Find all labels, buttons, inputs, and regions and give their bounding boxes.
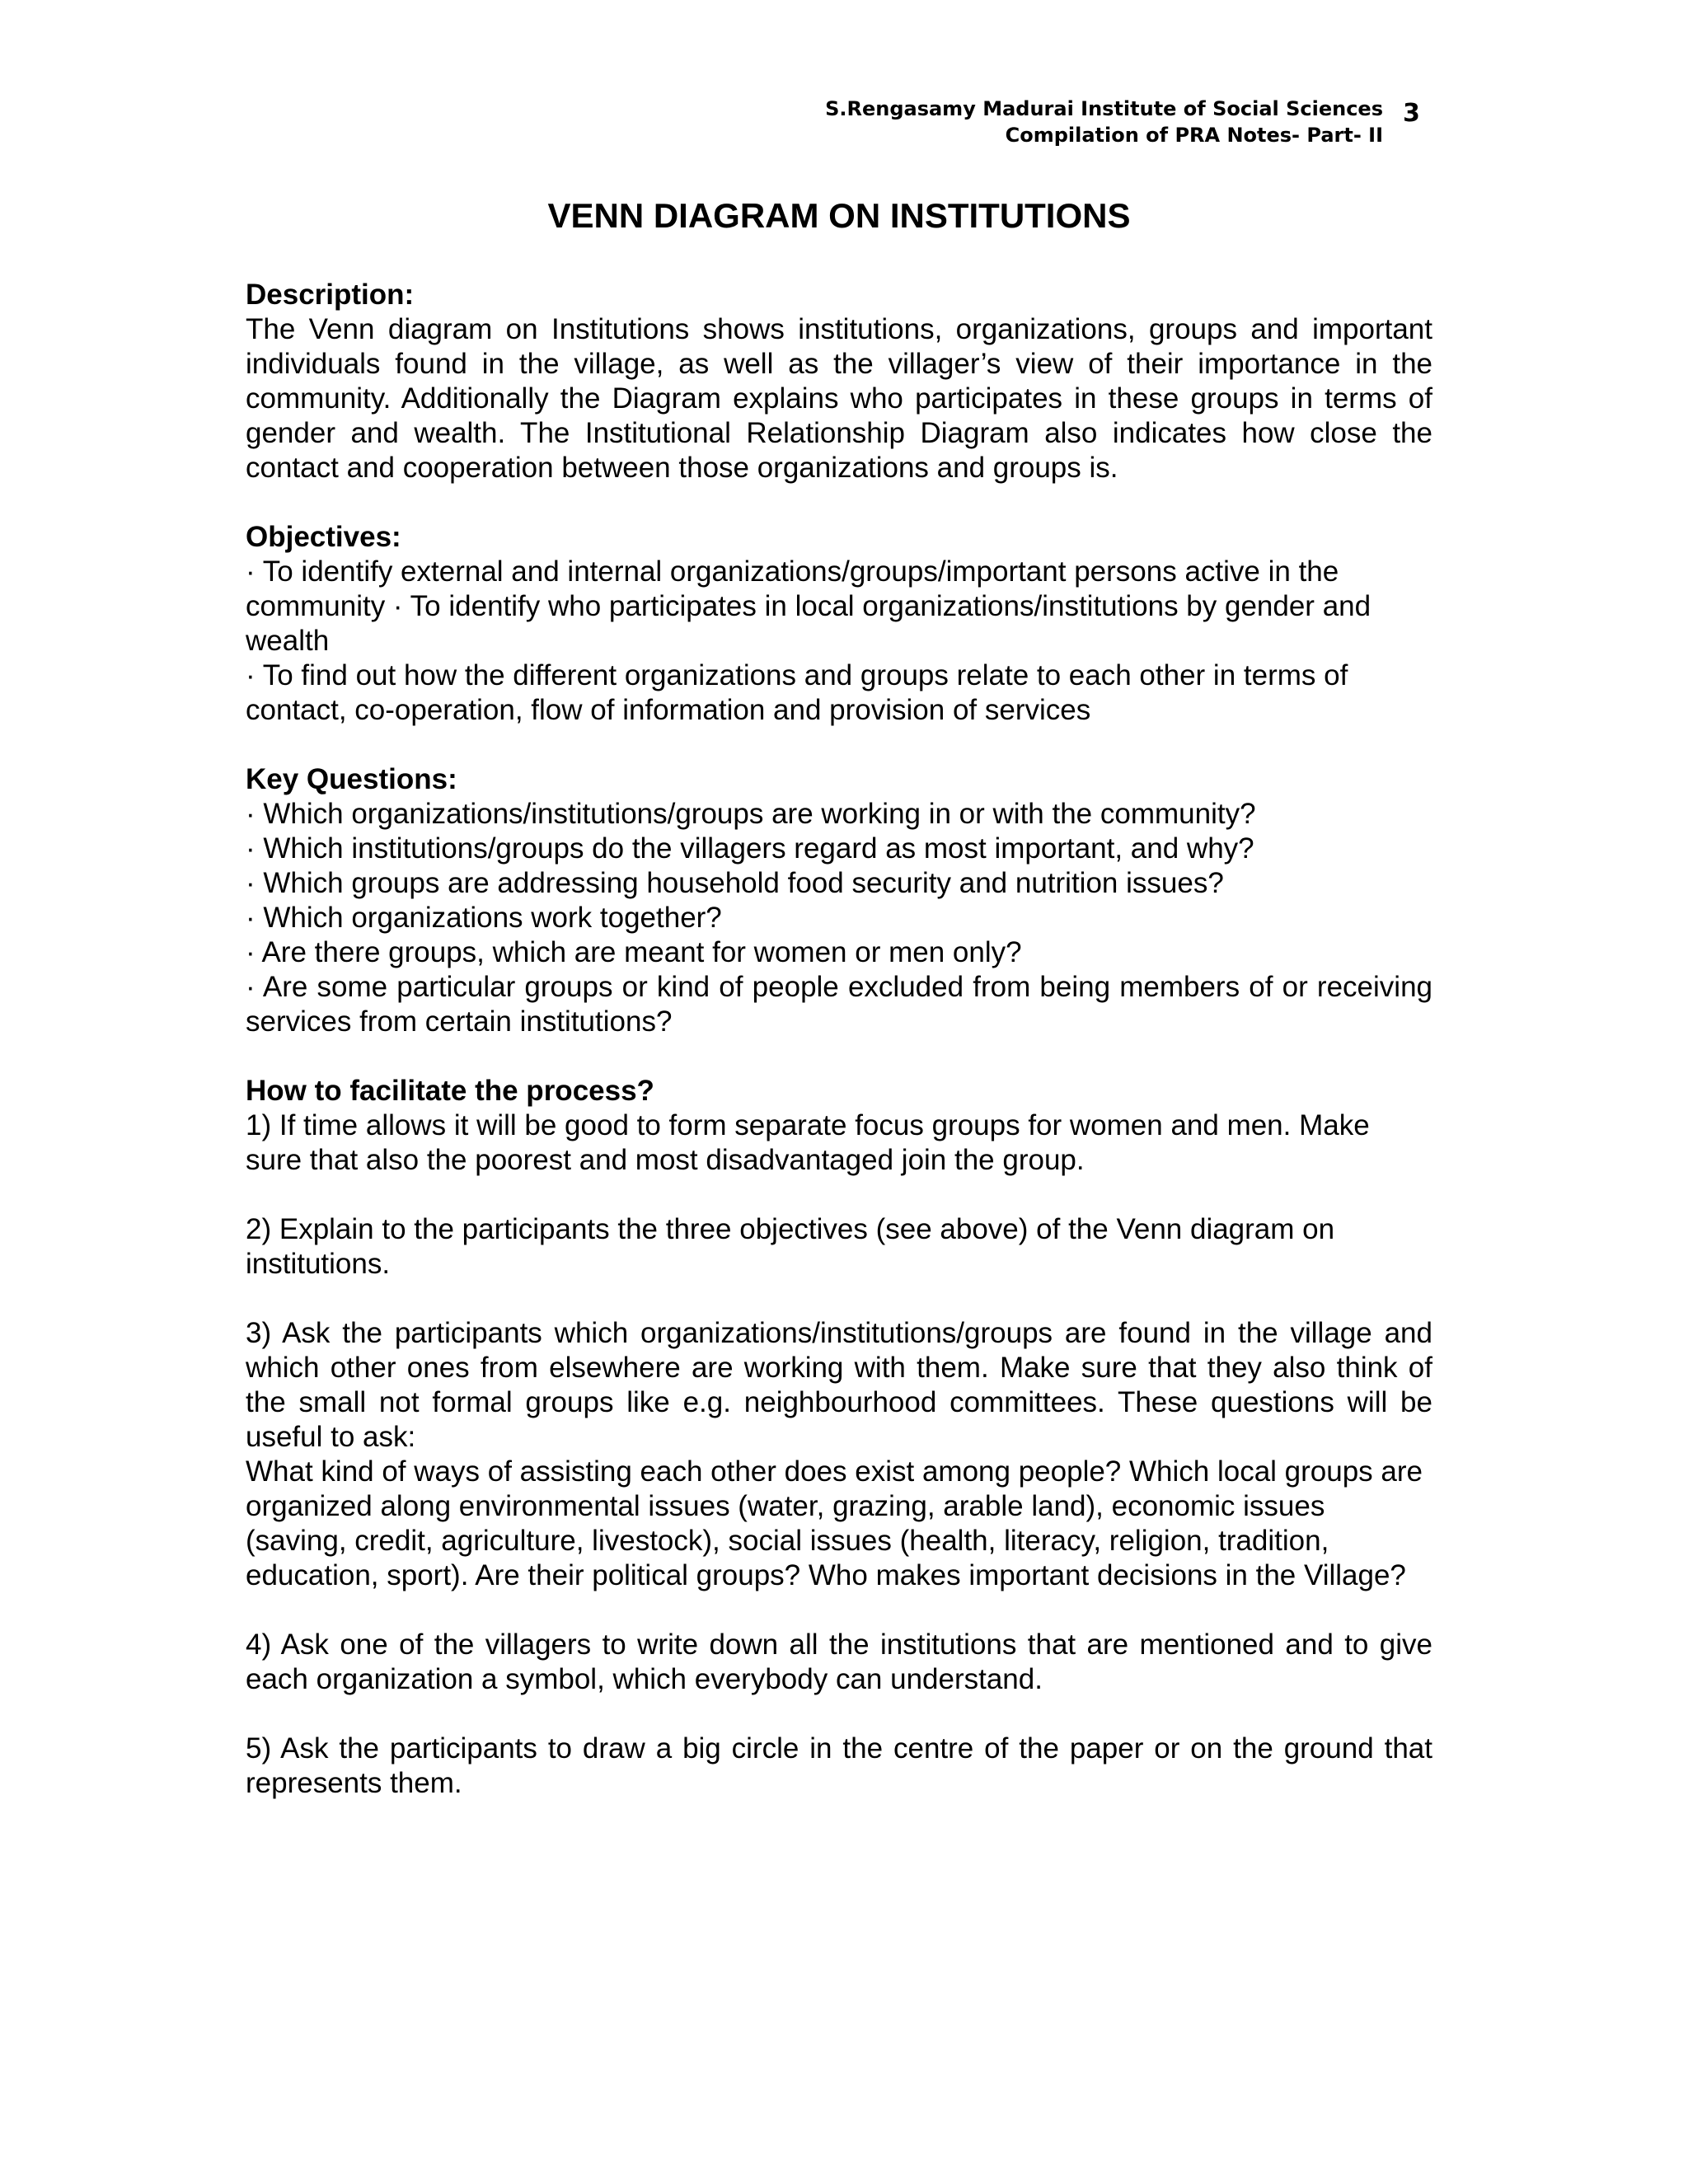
objective-item: · To find out how the different organizations and groups relate to each other in terms of contact, co-operation, flow of information and provision of services: [246, 659, 1348, 726]
header-institute: S.Rengasamy Madurai Institute of Social Sciences: [825, 97, 1383, 120]
key-questions-heading: Key Questions:: [246, 763, 457, 795]
document-body: [246, 278, 1432, 1801]
description-heading: Description:: [246, 279, 415, 311]
objectives-heading: Objectives:: [246, 521, 401, 553]
page-title: VENN DIAGRAM ON INSTITUTIONS: [547, 196, 1131, 235]
header-compilation: Compilation of PRA Notes- Part- II: [1005, 124, 1383, 147]
process-step: 4) Ask one of the villagers to write down all the institutions that are mentioned and to give each organization a symbol, which everybody can understand.: [246, 1629, 1432, 1695]
process-step: 2) Explain to the participants the three objectives (see above) of the Venn diagram on institutions.: [246, 1213, 1335, 1280]
process-heading: How to facilitate the process?: [246, 1075, 654, 1107]
objective-item: · To identify external and internal organizations/groups/important persons active in the community · To identify who participates in local organizations/institutions by gender and wealth: [246, 555, 1372, 657]
question-item: · Are some particular groups or kind of people excluded from being members of or receiving services from certain institutions?: [246, 971, 1432, 1038]
page-number: 3: [1403, 99, 1420, 128]
page-header: [742, 96, 1383, 148]
description-text: The Venn diagram on Institutions shows institutions, organizations, groups and important individuals found in the village, as well as the villager’s view of their importance in the community. Additionally the Diagram explains who participates in these groups in terms of gender and wealth. The Institutional Relationship Diagram also indicates how close the contact and cooperation between those organizations and groups is.: [246, 313, 1432, 484]
question-item: · Which institutions/groups do the villagers regard as most important, and why?: [246, 832, 1254, 865]
question-item: · Are there groups, which are meant for women or men only?: [246, 936, 1022, 968]
question-item: · Which groups are addressing household food security and nutrition issues?: [246, 867, 1224, 899]
question-item: · Which organizations/institutions/groups are working in or with the community?: [246, 798, 1256, 830]
process-step-questions: What kind of ways of assisting each other does exist among people? Which local groups are organized along environmental issues (water, grazing, arable land), economic issues (saving, credit, agriculture, livestock), social issues (health, literacy, religion, tradition, education, sport). Are their political groups? Who makes important decisions in the Village?: [246, 1455, 1423, 1591]
process-step: 3) Ask the participants which organizations/institutions/groups are found in the village and which other ones from elsewhere are working with them. Make sure that they also think of the small not formal groups like e.g. neighbourhood committees. These questions will be useful to ask:: [246, 1317, 1432, 1453]
process-step: 5) Ask the participants to draw a big circle in the centre of the paper or on the ground that represents them.: [246, 1732, 1432, 1799]
question-item: · Which organizations work together?: [246, 902, 722, 934]
process-step: 1) If time allows it will be good to form separate focus groups for women and men. Make sure that also the poorest and most disadvantaged join the group.: [246, 1109, 1370, 1176]
